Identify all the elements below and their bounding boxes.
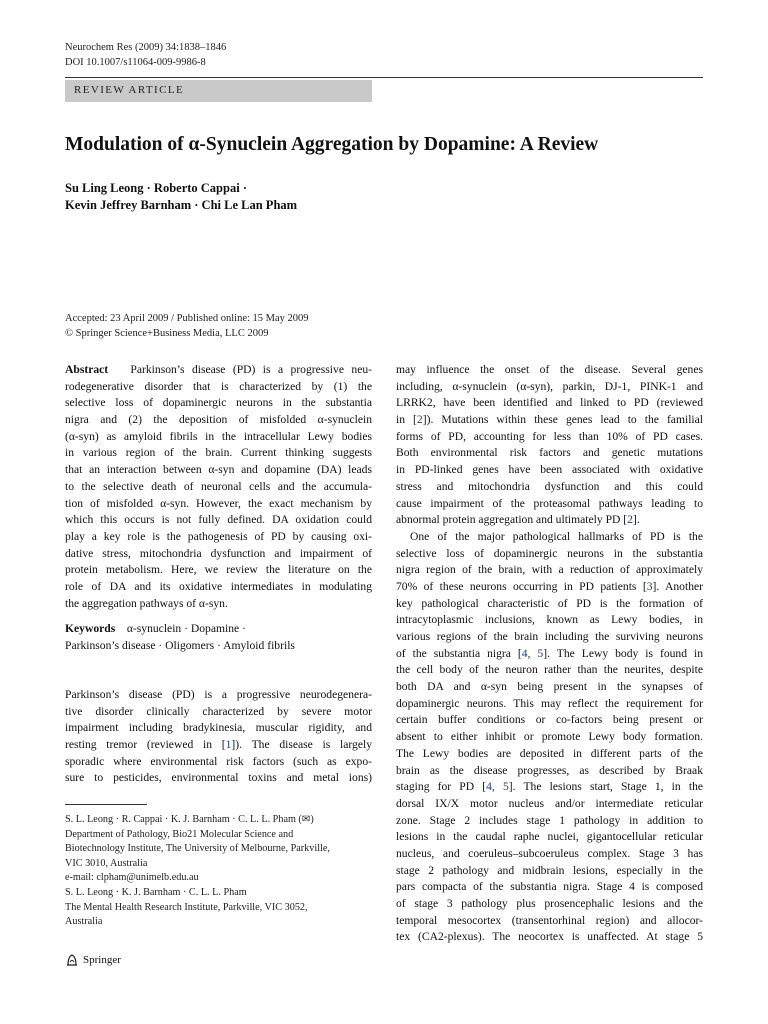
affiliation-line: Australia: [65, 916, 103, 928]
publication-dates: [65, 311, 309, 341]
body-line: may influence the onset of the disease. Several genes: [396, 363, 703, 376]
intro-line: tive disorder clinically characterized by severe motor: [65, 704, 372, 718]
body-line: absent to either inhibit or promote Lewy body formation.: [396, 730, 703, 744]
citation-link[interactable]: 4, 5: [521, 646, 544, 660]
abstract-line: the aggregation pathways of α-syn.: [65, 596, 228, 610]
abstract-line: play a key role is the pathogenesis of PD by causing oxi-: [65, 529, 372, 543]
body-line: including, α-synuclein (α-syn), parkin, DJ-1, PINK-1 and: [396, 379, 703, 393]
body-line: in [2]). Mutations within these genes lead to the familial: [396, 413, 703, 427]
keywords-label: Keywords: [65, 622, 116, 635]
journal-citation: Neurochem Res (2009) 34:1838–1846: [65, 42, 227, 53]
abstract-line: nigra and (2) the deposition of misfolded α-synuclein: [65, 413, 372, 427]
abstract-line: dative stress, mitochondria dysfunction and impairment of: [65, 546, 372, 560]
body-line: LRRK2, have been identified and linked to PD (reviewed: [396, 396, 703, 410]
accepted-date: Accepted: 23 April 2009 / Published online: 15 May 2009: [65, 313, 309, 324]
citation-link[interactable]: 4, 5: [486, 780, 509, 794]
body-line: various regions of the brain including the surviving neurons: [396, 630, 703, 643]
citation-link[interactable]: 2: [416, 413, 423, 427]
body-line: tex (CA2-plexus). The neocortex is unaffected. At stage 5: [396, 930, 703, 944]
abstract-first-line-text: Parkinson’s disease (PD) is a progressive neu-: [130, 363, 372, 376]
article-title: Modulation of α-Synuclein Aggregation by Dopamine: A Review: [65, 134, 599, 155]
copyright: © Springer Science+Business Media, LLC 2009: [65, 328, 269, 339]
body-line: zone. Stage 2 includes stage 1 pathology in addition to: [396, 813, 703, 827]
abstract-line: to the selective death of neuronal cells and the accumula-: [65, 479, 372, 493]
body-line: nigra region of the brain, with a reduction of approximately: [396, 563, 703, 577]
body-line: 70% of these neurons occurring in PD patients [3]. Another: [396, 579, 703, 593]
publisher-name: Springer: [83, 954, 121, 966]
body-line: lesions in the caudal raphe nuclei, gigantocellular reticular: [396, 830, 703, 844]
body-line: cause impairment of the proteasomal pathways leading to: [396, 496, 703, 510]
body-line: forms of PD, accounting for less than 10% of PD cases.: [396, 429, 703, 443]
abstract-line: [65, 362, 372, 379]
affiliation-line: Biotechnology Institute, The University of Melbourne, Parkville,: [65, 843, 330, 855]
abstract: [65, 362, 372, 612]
abstract-line: which this occurs is not fully defined. DA oxidation could: [65, 513, 372, 527]
affiliation-line: S. L. Leong · R. Cappai · K. J. Barnham · C. L. L. Pham (✉): [65, 814, 314, 825]
intro-line: Parkinson’s disease (PD) is a progressive neurodegenera-: [65, 688, 372, 701]
publisher-footer: [65, 953, 121, 967]
abstract-line: that an interaction between α-syn and dopamine (DA) leads: [65, 463, 372, 477]
intro-line: impairment including bradykinesia, muscular rigidity, and: [65, 721, 372, 735]
abstract-line: (α-syn) as amyloid fibrils in the intracellular Lewy bodies: [65, 429, 372, 443]
keywords-line-1: α-synuclein · Dopamine ·: [126, 622, 246, 635]
affiliation-2: [65, 886, 375, 930]
springer-logo-icon: [65, 953, 79, 967]
affiliation-1: [65, 813, 375, 886]
body-line: both DA and α-syn being present in the synapses of: [396, 680, 703, 694]
intro-line: sporadic where environmental risk factors (such as expo-: [65, 754, 372, 768]
body-line: stage 2 pathology and midbrain lesions, especially in the: [396, 863, 703, 877]
body-line: key pathological characteristic of PD is the formation of: [396, 596, 703, 610]
body-line: brain as the disease progresses, as described by Braak: [396, 763, 703, 777]
body-line: dorsal IX/X motor nucleus and/or intermediate reticular: [396, 796, 703, 810]
body-line: of the substantia nigra [4, 5]. The Lewy body is found in: [396, 646, 703, 660]
journal-header: [65, 40, 226, 70]
affiliation-line: S. L. Leong · K. J. Barnham · C. L. L. Pham: [65, 887, 247, 898]
introduction-text: [65, 687, 372, 787]
body-line: nucleus, and coeruleus–subcoeruleus complex. Stage 3 has: [396, 846, 703, 860]
body-line: Both environmental risk factors and genetic mutations: [396, 446, 703, 460]
abstract-line: in various region of the brain. Current thinking suggests: [65, 446, 372, 460]
doi[interactable]: DOI 10.1007/s11064-009-9986-8: [65, 57, 206, 68]
body-line: temporal mesocortex (transentorhinal region) and allocor-: [396, 913, 703, 927]
affiliation-line: The Mental Health Research Institute, Parkville, VIC 3052,: [65, 901, 308, 913]
abstract-label: Abstract: [65, 363, 109, 376]
abstract-line: rodegenerative disorder that is characterized by (1) the: [65, 379, 372, 393]
body-text-right-column: [396, 362, 703, 946]
footnote-rule: [65, 804, 147, 805]
abstract-line: tion of misfolded α-syn. However, the exact mechanism by: [65, 496, 372, 510]
citation-link[interactable]: 1: [225, 738, 232, 752]
keywords: [65, 621, 372, 654]
citation-link[interactable]: 2: [627, 513, 633, 527]
keywords-line-2: Parkinson’s disease · Oligomers · Amyloid fibrils: [65, 638, 295, 652]
body-line: intracytoplasmic inclusions, known as Lewy bodies, in: [396, 613, 703, 627]
body-line: abnormal protein aggregation and ultimately PD [2].: [396, 513, 640, 527]
authors-line-2: Kevin Jeffrey Barnham · Chi Le Lan Pham: [65, 198, 298, 212]
affiliation-line[interactable]: e-mail: clpham@unimelb.edu.au: [65, 872, 199, 884]
header-rule: [65, 77, 703, 78]
body-line: stress and mitochondria dysfunction and this could: [396, 479, 703, 493]
affiliation-line: VIC 3010, Australia: [65, 857, 148, 869]
body-line: of stage 3 pathology plus prosencephalic lesions and the: [396, 897, 703, 910]
authors-line-1: Su Ling Leong · Roberto Cappai ·: [65, 181, 247, 195]
abstract-line: role of DA and its oxidative intermediates in modulating: [65, 579, 372, 593]
body-line: staging for PD [4, 5]. The lesions start, Stage 1, in the: [396, 780, 703, 794]
body-line: the cell body of the neuron rather than the neurites, despite: [396, 663, 703, 677]
body-line: pars compacta of the substantia nigra. Stage 4 is composed: [396, 880, 703, 894]
body-line: in PD-linked genes have been associated with oxidative: [396, 463, 703, 477]
article-type-label: REVIEW ARTICLE: [74, 84, 185, 96]
article-type-banner: [65, 80, 372, 102]
body-line: selective loss of dopaminergic neurons in the substantia: [396, 546, 703, 560]
author-list: [65, 180, 297, 214]
body-line: dopaminergic neurons. This may reflect the requirement for: [396, 696, 703, 710]
body-line: certain buffer conditions or co-factors being present or: [396, 713, 703, 727]
body-line: One of the major pathological hallmarks of PD is the: [410, 529, 703, 543]
affiliation-line: Department of Pathology, Bio21 Molecular Science and: [65, 828, 294, 840]
intro-line: resting tremor (reviewed in [1]). The disease is largely: [65, 738, 372, 752]
citation-link[interactable]: 3: [646, 579, 653, 593]
body-line: The Lewy bodies are deposited in different parts of the: [396, 746, 703, 760]
intro-line: sure to pesticides, environmental toxins and metal ions): [65, 771, 372, 785]
abstract-line: selective loss of dopaminergic neurons in the substantia: [65, 396, 372, 410]
abstract-line: protein metabolism. Here, we review the literature on the: [65, 563, 372, 577]
